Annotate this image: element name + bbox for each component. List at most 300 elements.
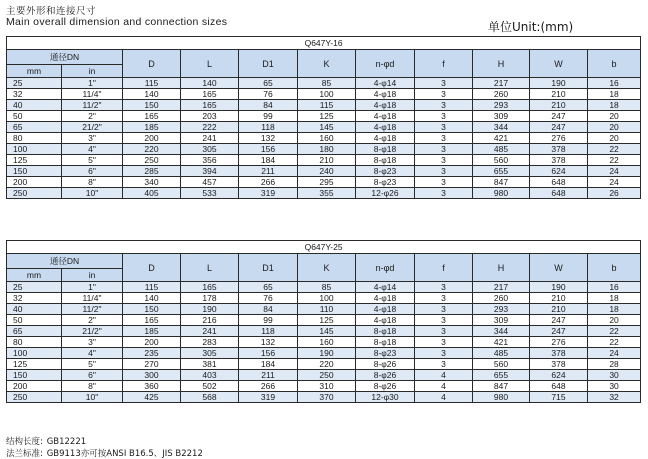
cell-w: 247 xyxy=(530,111,588,122)
cell-dn-in: 6" xyxy=(62,166,123,177)
cell-l: 403 xyxy=(181,370,239,381)
cell-n-phi-d: 4-φ18 xyxy=(356,89,415,100)
cell-d1: 132 xyxy=(239,133,298,144)
cell-n-phi-d: 4-φ14 xyxy=(356,282,415,293)
cell-l: 283 xyxy=(181,337,239,348)
cell-n-phi-d: 4-φ14 xyxy=(356,78,415,89)
cell-dn-in: 21/2" xyxy=(62,122,123,133)
cell-d: 425 xyxy=(123,392,181,403)
cell-l: 305 xyxy=(181,348,239,359)
cell-dn-mm: 65 xyxy=(7,122,62,133)
cell-b: 26 xyxy=(588,188,641,199)
cell-w: 378 xyxy=(530,144,588,155)
cell-w: 210 xyxy=(530,293,588,304)
cell-n-phi-d: 8-φ18 xyxy=(356,155,415,166)
header-l: L xyxy=(181,50,239,78)
cell-k: 110 xyxy=(298,304,356,315)
cell-l: 568 xyxy=(181,392,239,403)
cell-d1: 184 xyxy=(239,155,298,166)
cell-h: 485 xyxy=(473,144,530,155)
cell-dn-in: 11/4" xyxy=(62,293,123,304)
cell-l: 502 xyxy=(181,381,239,392)
cell-b: 22 xyxy=(588,155,641,166)
header-d: D xyxy=(123,50,181,78)
cell-w: 210 xyxy=(530,89,588,100)
cell-d: 200 xyxy=(123,133,181,144)
header-in: in xyxy=(62,269,123,282)
cell-f: 3 xyxy=(415,111,473,122)
cell-f: 3 xyxy=(415,188,473,199)
cell-n-phi-d: 8-φ23 xyxy=(356,166,415,177)
cell-d1: 266 xyxy=(239,177,298,188)
cell-h: 655 xyxy=(473,370,530,381)
cell-h: 344 xyxy=(473,326,530,337)
cell-f: 3 xyxy=(415,293,473,304)
cell-w: 378 xyxy=(530,359,588,370)
cell-h: 421 xyxy=(473,337,530,348)
header-dn: 通径DN xyxy=(7,50,123,65)
cell-n-phi-d: 8-φ23 xyxy=(356,177,415,188)
cell-b: 30 xyxy=(588,381,641,392)
cell-w: 247 xyxy=(530,315,588,326)
cell-d: 140 xyxy=(123,293,181,304)
cell-l: 394 xyxy=(181,166,239,177)
cell-dn-in: 5" xyxy=(62,359,123,370)
cell-b: 24 xyxy=(588,177,641,188)
cell-h: 293 xyxy=(473,100,530,111)
cell-f: 3 xyxy=(415,89,473,100)
cell-b: 22 xyxy=(588,326,641,337)
cell-b: 18 xyxy=(588,100,641,111)
cell-k: 115 xyxy=(298,100,356,111)
cell-dn-mm: 200 xyxy=(7,381,62,392)
header-w: W xyxy=(530,254,588,282)
cell-f: 3 xyxy=(415,359,473,370)
cell-f: 4 xyxy=(415,381,473,392)
cell-d: 300 xyxy=(123,370,181,381)
cell-d: 360 xyxy=(123,381,181,392)
cell-f: 3 xyxy=(415,133,473,144)
cell-n-phi-d: 8-φ23 xyxy=(356,348,415,359)
cell-h: 847 xyxy=(473,177,530,188)
cell-k: 145 xyxy=(298,326,356,337)
cell-d: 150 xyxy=(123,304,181,315)
cell-b: 20 xyxy=(588,111,641,122)
cell-n-phi-d: 8-φ18 xyxy=(356,337,415,348)
table-row xyxy=(7,370,641,381)
cell-l: 356 xyxy=(181,155,239,166)
cell-dn-mm: 150 xyxy=(7,370,62,381)
table-row xyxy=(7,293,641,304)
header-k: K xyxy=(298,254,356,282)
cell-dn-in: 10" xyxy=(62,392,123,403)
cell-w: 624 xyxy=(530,166,588,177)
cell-n-phi-d: 4-φ18 xyxy=(356,304,415,315)
cell-w: 276 xyxy=(530,337,588,348)
table-row xyxy=(7,133,641,144)
cell-dn-mm: 200 xyxy=(7,177,62,188)
cell-w: 378 xyxy=(530,155,588,166)
cell-b: 18 xyxy=(588,304,641,315)
cell-dn-mm: 250 xyxy=(7,392,62,403)
cell-dn-in: 3" xyxy=(62,133,123,144)
cell-k: 250 xyxy=(298,370,356,381)
cell-dn-mm: 150 xyxy=(7,166,62,177)
header-mm: mm xyxy=(7,269,62,282)
table-title: Q647Y-16 xyxy=(7,37,641,50)
cell-dn-mm: 32 xyxy=(7,293,62,304)
cell-f: 3 xyxy=(415,326,473,337)
table-row xyxy=(7,282,641,293)
cell-dn-mm: 25 xyxy=(7,282,62,293)
cell-k: 100 xyxy=(298,293,356,304)
cell-d: 165 xyxy=(123,111,181,122)
table-row xyxy=(7,166,641,177)
cell-dn-mm: 40 xyxy=(7,304,62,315)
cell-dn-in: 8" xyxy=(62,381,123,392)
table-row xyxy=(7,78,641,89)
cell-h: 485 xyxy=(473,348,530,359)
cell-dn-in: 11/4" xyxy=(62,89,123,100)
cell-dn-in: 6" xyxy=(62,370,123,381)
cell-dn-in: 8" xyxy=(62,177,123,188)
cell-l: 533 xyxy=(181,188,239,199)
cell-d1: 211 xyxy=(239,370,298,381)
table-row xyxy=(7,381,641,392)
table-row xyxy=(7,111,641,122)
cell-w: 715 xyxy=(530,392,588,403)
cell-dn-mm: 50 xyxy=(7,111,62,122)
table-row xyxy=(7,144,641,155)
title-english: Main overall dimension and connection sizes xyxy=(6,16,228,28)
cell-dn-in: 4" xyxy=(62,144,123,155)
cell-n-phi-d: 4-φ18 xyxy=(356,293,415,304)
cell-h: 260 xyxy=(473,293,530,304)
cell-w: 247 xyxy=(530,122,588,133)
cell-f: 3 xyxy=(415,337,473,348)
cell-l: 381 xyxy=(181,359,239,370)
cell-k: 160 xyxy=(298,337,356,348)
cell-f: 3 xyxy=(415,315,473,326)
cell-h: 560 xyxy=(473,155,530,166)
cell-dn-in: 3" xyxy=(62,337,123,348)
cell-d: 340 xyxy=(123,177,181,188)
cell-dn-in: 1" xyxy=(62,282,123,293)
cell-w: 247 xyxy=(530,326,588,337)
cell-d1: 118 xyxy=(239,326,298,337)
note-value: GB12221 xyxy=(46,437,87,447)
cell-h: 309 xyxy=(473,111,530,122)
cell-k: 355 xyxy=(298,188,356,199)
cell-n-phi-d: 4-φ18 xyxy=(356,133,415,144)
cell-dn-mm: 250 xyxy=(7,188,62,199)
cell-d1: 132 xyxy=(239,337,298,348)
cell-k: 100 xyxy=(298,89,356,100)
cell-d: 235 xyxy=(123,348,181,359)
note-label: 结构长度: xyxy=(6,437,43,447)
cell-dn-mm: 125 xyxy=(7,359,62,370)
cell-d: 150 xyxy=(123,100,181,111)
table-row xyxy=(7,177,641,188)
cell-dn-in: 2" xyxy=(62,315,123,326)
table-row xyxy=(7,359,641,370)
cell-b: 20 xyxy=(588,122,641,133)
cell-f: 3 xyxy=(415,282,473,293)
cell-b: 20 xyxy=(588,133,641,144)
note-structure-length xyxy=(6,435,86,447)
cell-d: 405 xyxy=(123,188,181,199)
cell-b: 18 xyxy=(588,293,641,304)
cell-n-phi-d: 8-φ18 xyxy=(356,144,415,155)
cell-b: 32 xyxy=(588,392,641,403)
cell-b: 22 xyxy=(588,144,641,155)
header-b: b xyxy=(588,254,641,282)
cell-b: 28 xyxy=(588,359,641,370)
header-f: f xyxy=(415,254,473,282)
cell-d1: 99 xyxy=(239,111,298,122)
cell-l: 190 xyxy=(181,304,239,315)
cell-k: 310 xyxy=(298,381,356,392)
cell-n-phi-d: 4-φ18 xyxy=(356,315,415,326)
cell-h: 309 xyxy=(473,315,530,326)
table-row xyxy=(7,100,641,111)
cell-h: 421 xyxy=(473,133,530,144)
cell-d1: 65 xyxy=(239,78,298,89)
cell-f: 3 xyxy=(415,144,473,155)
cell-f: 3 xyxy=(415,155,473,166)
cell-n-phi-d: 4-φ18 xyxy=(356,122,415,133)
header-w: W xyxy=(530,50,588,78)
cell-h: 980 xyxy=(473,392,530,403)
cell-d: 185 xyxy=(123,326,181,337)
cell-w: 648 xyxy=(530,188,588,199)
cell-l: 165 xyxy=(181,89,239,100)
cell-k: 160 xyxy=(298,133,356,144)
cell-k: 125 xyxy=(298,111,356,122)
header-n-phi-d: n-φd xyxy=(356,254,415,282)
cell-dn-mm: 80 xyxy=(7,133,62,144)
cell-l: 305 xyxy=(181,144,239,155)
note-value: GB9113亦可按ANSI B16.5、JIS B2212 xyxy=(46,449,203,459)
cell-dn-in: 11/2" xyxy=(62,304,123,315)
cell-dn-in: 21/2" xyxy=(62,326,123,337)
table-row xyxy=(7,348,641,359)
cell-f: 3 xyxy=(415,78,473,89)
table-row xyxy=(7,188,641,199)
cell-dn-mm: 32 xyxy=(7,89,62,100)
cell-l: 165 xyxy=(181,100,239,111)
cell-w: 624 xyxy=(530,370,588,381)
cell-k: 85 xyxy=(298,78,356,89)
cell-dn-in: 4" xyxy=(62,348,123,359)
cell-k: 145 xyxy=(298,122,356,133)
cell-b: 20 xyxy=(588,315,641,326)
cell-d: 200 xyxy=(123,337,181,348)
cell-d1: 156 xyxy=(239,144,298,155)
cell-l: 165 xyxy=(181,282,239,293)
header-l: L xyxy=(181,254,239,282)
cell-b: 18 xyxy=(588,89,641,100)
cell-n-phi-d: 8-φ26 xyxy=(356,359,415,370)
cell-h: 293 xyxy=(473,304,530,315)
header-d: D xyxy=(123,254,181,282)
cell-n-phi-d: 12-φ30 xyxy=(356,392,415,403)
cell-f: 3 xyxy=(415,100,473,111)
cell-f: 3 xyxy=(415,122,473,133)
cell-l: 222 xyxy=(181,122,239,133)
cell-d1: 76 xyxy=(239,293,298,304)
cell-f: 3 xyxy=(415,348,473,359)
cell-d: 140 xyxy=(123,89,181,100)
table-row xyxy=(7,122,641,133)
cell-w: 210 xyxy=(530,304,588,315)
cell-d: 115 xyxy=(123,78,181,89)
cell-b: 22 xyxy=(588,337,641,348)
cell-d: 285 xyxy=(123,166,181,177)
cell-l: 457 xyxy=(181,177,239,188)
header-dn: 通径DN xyxy=(7,254,123,269)
header-n-phi-d: n-φd xyxy=(356,50,415,78)
cell-dn-mm: 25 xyxy=(7,78,62,89)
cell-w: 648 xyxy=(530,381,588,392)
cell-d: 250 xyxy=(123,155,181,166)
cell-n-phi-d: 8-φ18 xyxy=(356,326,415,337)
cell-w: 190 xyxy=(530,78,588,89)
header-b: b xyxy=(588,50,641,78)
cell-dn-mm: 50 xyxy=(7,315,62,326)
note-flange-standard xyxy=(6,447,203,459)
cell-b: 16 xyxy=(588,282,641,293)
cell-h: 344 xyxy=(473,122,530,133)
cell-k: 85 xyxy=(298,282,356,293)
cell-w: 210 xyxy=(530,100,588,111)
cell-d1: 84 xyxy=(239,304,298,315)
cell-f: 3 xyxy=(415,166,473,177)
table-row xyxy=(7,155,641,166)
cell-w: 276 xyxy=(530,133,588,144)
cell-k: 190 xyxy=(298,348,356,359)
cell-d1: 118 xyxy=(239,122,298,133)
cell-n-phi-d: 4-φ18 xyxy=(356,111,415,122)
table-row xyxy=(7,89,641,100)
header-in: in xyxy=(62,65,123,78)
cell-h: 217 xyxy=(473,78,530,89)
cell-d: 115 xyxy=(123,282,181,293)
cell-dn-mm: 125 xyxy=(7,155,62,166)
cell-dn-mm: 100 xyxy=(7,144,62,155)
cell-dn-mm: 40 xyxy=(7,100,62,111)
cell-d: 270 xyxy=(123,359,181,370)
cell-w: 378 xyxy=(530,348,588,359)
header-mm: mm xyxy=(7,65,62,78)
cell-dn-mm: 80 xyxy=(7,337,62,348)
table-title: Q647Y-25 xyxy=(7,241,641,254)
cell-dn-in: 10" xyxy=(62,188,123,199)
cell-dn-in: 5" xyxy=(62,155,123,166)
cell-n-phi-d: 4-φ18 xyxy=(356,100,415,111)
cell-w: 190 xyxy=(530,282,588,293)
table-row xyxy=(7,315,641,326)
header-d1: D1 xyxy=(239,254,298,282)
cell-dn-in: 11/2" xyxy=(62,100,123,111)
cell-b: 30 xyxy=(588,370,641,381)
cell-k: 295 xyxy=(298,177,356,188)
cell-b: 24 xyxy=(588,166,641,177)
cell-k: 125 xyxy=(298,315,356,326)
cell-k: 180 xyxy=(298,144,356,155)
cell-h: 260 xyxy=(473,89,530,100)
cell-d: 165 xyxy=(123,315,181,326)
cell-b: 16 xyxy=(588,78,641,89)
header-h: H xyxy=(473,50,530,78)
cell-h: 560 xyxy=(473,359,530,370)
cell-k: 240 xyxy=(298,166,356,177)
cell-d1: 99 xyxy=(239,315,298,326)
cell-k: 370 xyxy=(298,392,356,403)
cell-d: 220 xyxy=(123,144,181,155)
cell-l: 241 xyxy=(181,133,239,144)
cell-d1: 211 xyxy=(239,166,298,177)
cell-f: 4 xyxy=(415,370,473,381)
cell-dn-mm: 100 xyxy=(7,348,62,359)
cell-dn-in: 2" xyxy=(62,111,123,122)
cell-d1: 319 xyxy=(239,188,298,199)
cell-k: 210 xyxy=(298,155,356,166)
cell-l: 241 xyxy=(181,326,239,337)
unit-label: 单位Unit:(mm) xyxy=(488,20,574,34)
title-chinese: 主要外形和连接尺寸 xyxy=(6,6,97,17)
cell-l: 216 xyxy=(181,315,239,326)
table-row xyxy=(7,304,641,315)
dimension-table-q647y-16 xyxy=(6,36,641,199)
cell-d1: 156 xyxy=(239,348,298,359)
header-f: f xyxy=(415,50,473,78)
cell-dn-mm: 65 xyxy=(7,326,62,337)
header-k: K xyxy=(298,50,356,78)
table-row xyxy=(7,326,641,337)
table-row xyxy=(7,337,641,348)
cell-n-phi-d: 12-φ26 xyxy=(356,188,415,199)
cell-d1: 76 xyxy=(239,89,298,100)
cell-n-phi-d: 8-φ26 xyxy=(356,370,415,381)
cell-n-phi-d: 8-φ26 xyxy=(356,381,415,392)
note-label: 法兰标准: xyxy=(6,449,43,459)
dimension-table-q647y-25 xyxy=(6,240,641,403)
cell-d1: 184 xyxy=(239,359,298,370)
cell-d1: 65 xyxy=(239,282,298,293)
cell-h: 217 xyxy=(473,282,530,293)
cell-d1: 319 xyxy=(239,392,298,403)
cell-h: 655 xyxy=(473,166,530,177)
cell-f: 3 xyxy=(415,304,473,315)
cell-k: 220 xyxy=(298,359,356,370)
cell-l: 203 xyxy=(181,111,239,122)
cell-d1: 266 xyxy=(239,381,298,392)
cell-b: 24 xyxy=(588,348,641,359)
table-row xyxy=(7,392,641,403)
cell-f: 4 xyxy=(415,392,473,403)
cell-l: 140 xyxy=(181,78,239,89)
cell-d: 185 xyxy=(123,122,181,133)
cell-l: 178 xyxy=(181,293,239,304)
cell-f: 3 xyxy=(415,177,473,188)
cell-d1: 84 xyxy=(239,100,298,111)
cell-h: 847 xyxy=(473,381,530,392)
cell-h: 980 xyxy=(473,188,530,199)
cell-w: 648 xyxy=(530,177,588,188)
header-d1: D1 xyxy=(239,50,298,78)
header-h: H xyxy=(473,254,530,282)
